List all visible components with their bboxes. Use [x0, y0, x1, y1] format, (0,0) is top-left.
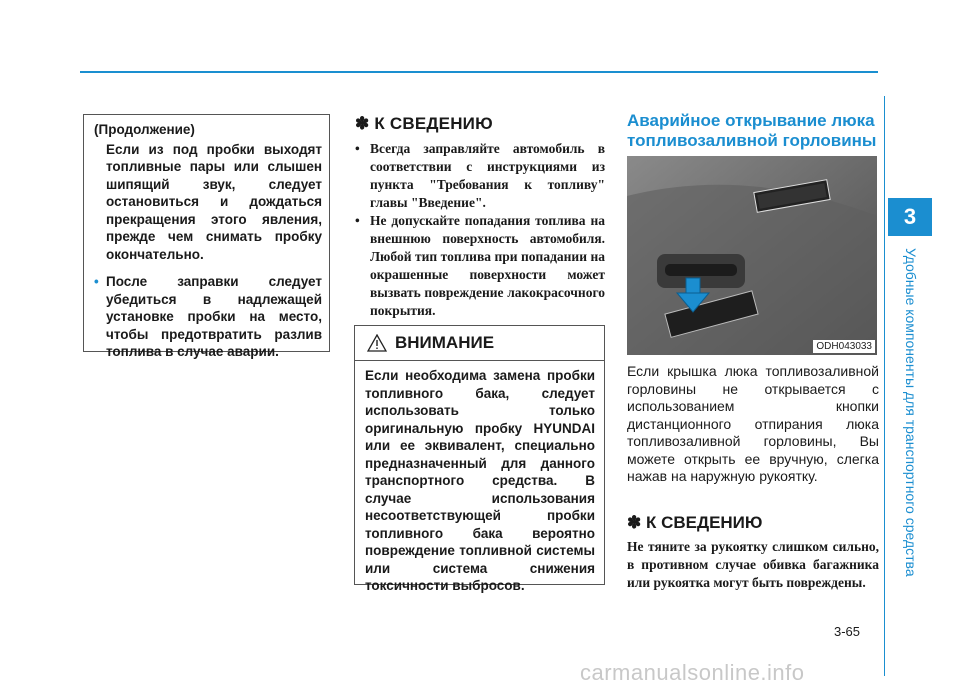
- continued-bullet-text: После заправки следует убедиться в надлежащей установке пробки на место, чтобы предотвратить разлив топлива в случае аварии.: [106, 274, 322, 359]
- chapter-title: Удобные компоненты для транспортного средства: [903, 248, 919, 577]
- fuel-door-release-photo: [627, 156, 877, 355]
- trunk-interior-illustration: [627, 156, 877, 355]
- warning-triangle-icon: [367, 334, 387, 352]
- continued-bullet: [94, 273, 322, 361]
- notice-item-text: Не допускайте попадания топлива на внешнюю поверхность автомобиля. Любой тип топлива при попадании на окрашенные поверхности может вызвать повреждение лакокрасочного покрытия.: [370, 213, 605, 318]
- notice-text-2: Не тяните за рукоятку слишком сильно, в противном случае обивка багажника или рукоятка могут быть повреждены.: [627, 539, 879, 590]
- caution-heading: ВНИМАНИЕ: [395, 333, 495, 352]
- caution-box: [354, 325, 605, 593]
- bullet-icon: •: [94, 274, 99, 289]
- notice-item: [355, 140, 605, 212]
- watermark: carmanualsonline.info: [580, 660, 805, 685]
- bullet-icon: •: [355, 141, 360, 156]
- section-paragraph: Если крышка люка топливозаливной горловины не открывается с использованием кнопки дистанционного отпирания люка топливозаливной горловины, Вы можете открыть ее вручную, слегка нажав на наружную рукоятку.: [627, 363, 879, 484]
- continued-heading: (Продолжение): [94, 122, 195, 137]
- notice-heading: ✽ К СВЕДЕНИЮ: [355, 114, 493, 133]
- section-title: Аварийное открывание люка топливозаливной горловины: [627, 111, 877, 150]
- caution-text: Если необходима замена пробки топливного бака, следует использовать только оригинальную пробку HYUNDAI или ее эквивалент, специально предназначенный для данного транспортного средства. В случае использования несоответствующей пробки топливного бака вероятно повреждение топливной системы или система снижения токсичности выбросов.: [365, 368, 595, 593]
- image-caption: ODH043033: [813, 340, 875, 353]
- sidebar-rule: [884, 96, 885, 676]
- chapter-number-badge: 3: [888, 198, 932, 236]
- notice-item-text: Всегда заправляйте автомобиль в соответствии с инструкциями из пункта "Требования к топливу" главы "Введение".: [370, 141, 605, 210]
- continued-box: [83, 114, 330, 359]
- page-number: 3-65: [834, 624, 861, 639]
- header-rule: [80, 71, 878, 73]
- notice-heading-2: ✽ К СВЕДЕНИЮ: [627, 513, 763, 532]
- caution-header: [355, 326, 604, 361]
- continued-paragraph: Если из под пробки выходят топливные пары или слышен шипящий звук, следует остановиться и дождаться прекращения этого явления, прежде чем снимать пробку окончательно.: [106, 141, 322, 262]
- notice-item: [355, 212, 605, 320]
- bullet-icon: •: [355, 213, 360, 228]
- notice-list: [355, 140, 605, 320]
